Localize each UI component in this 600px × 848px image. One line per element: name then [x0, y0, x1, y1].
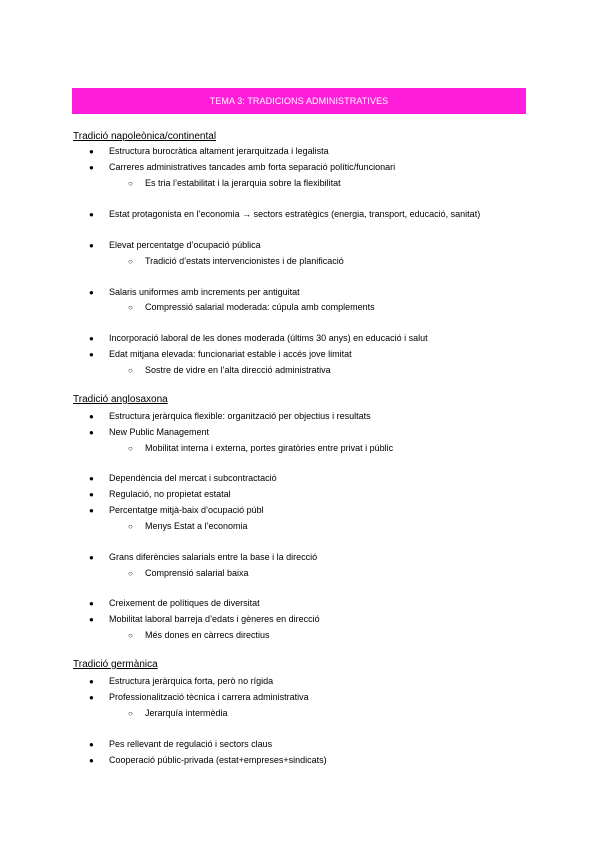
sub-bullet-icon: ○	[128, 569, 133, 578]
list-item: Cooperació públic-privada (estat+empreses+sindicats)	[109, 755, 327, 765]
sub-bullet-icon: ○	[128, 257, 133, 266]
sub-bullet-icon: ○	[128, 366, 133, 375]
bullet-icon: ●	[89, 241, 94, 250]
bullet-icon: ●	[89, 693, 94, 702]
bullet-icon: ●	[89, 740, 94, 749]
list-item: Regulació, no propietat estatal	[109, 489, 231, 499]
bullet-icon: ●	[89, 677, 94, 686]
bullet-icon: ●	[89, 599, 94, 608]
list-subitem: Més dones en càrrecs directius	[145, 630, 270, 640]
list-item: Estructura jeràrquica forta, però no rígida	[109, 676, 274, 686]
bullet-icon: ●	[89, 147, 94, 156]
bullet-icon: ●	[89, 756, 94, 765]
list-subitem: Tradició d’estats intervencionistes i de planificació	[145, 256, 344, 266]
list-item: New Public Management	[109, 427, 210, 437]
bullet-icon: ●	[89, 615, 94, 624]
bullet-icon: ●	[89, 474, 94, 483]
sub-bullet-icon: ○	[128, 709, 133, 718]
list-subitem: Es tria l’estabilitat i la jerarquia sobre la flexibilitat	[145, 178, 341, 188]
bullet-icon: ●	[89, 210, 94, 219]
list-subitem: Comprensió salarial baixa	[145, 568, 249, 578]
bullet-icon: ●	[89, 553, 94, 562]
sub-bullet-icon: ○	[128, 631, 133, 640]
bullet-icon: ●	[89, 490, 94, 499]
list-item: Salaris uniformes amb increments per antiguitat	[109, 287, 300, 297]
list-item: Dependència del mercat i subcontractació	[109, 473, 277, 483]
title-banner	[72, 88, 526, 114]
list-item: Edat mitjana elevada: funcionariat estable i accés jove limitat	[109, 349, 352, 359]
sub-bullet-icon: ○	[128, 444, 133, 453]
list-subitem: Menys Estat a l’economia	[145, 521, 248, 531]
list-item: Mobilitat laboral barreja d’edats i gèneres en direcció	[109, 614, 320, 624]
list-item: Pes rellevant de regulació i sectors claus	[109, 739, 273, 749]
list-subitem: Sostre de vidre en l’alta direcció administrativa	[145, 365, 331, 375]
section-heading-anglosaxon: Tradició anglosaxona	[73, 394, 168, 405]
list-item: Estructura jeràrquica flexible: organització per objectius i resultats	[109, 411, 371, 421]
section-heading-germanic: Tradició germànica	[73, 659, 158, 670]
list-subitem: Compressió salarial moderada: cúpula amb complements	[145, 302, 375, 312]
sub-bullet-icon: ○	[128, 522, 133, 531]
section-heading-napoleonic: Tradició napoleònica/continental	[73, 131, 217, 142]
list-item: Elevat percentatge d’ocupació pública	[109, 240, 261, 250]
document-title: TEMA 3: TRADICIONS ADMINISTRATIVES	[209, 96, 389, 106]
sub-bullet-icon: ○	[128, 303, 133, 312]
bullet-icon: ●	[89, 506, 94, 515]
bullet-icon: ●	[89, 412, 94, 421]
list-item: Percentatge mitjà-baix d’ocupació públ	[109, 505, 264, 515]
list-item: Professionalització tècnica i carrera administrativa	[109, 692, 309, 702]
list-item: Estructura burocràtica altament jerarquitzada i legalista	[109, 146, 329, 156]
bullet-icon: ●	[89, 350, 94, 359]
list-subitem: Mobilitat interna i externa, portes giratòries entre privat i públic	[145, 443, 394, 453]
list-subitem: Jerarquía intermèdia	[145, 708, 228, 718]
bullet-icon: ●	[89, 163, 94, 172]
list-item: Incorporació laboral de les dones moderada (últims 30 anys) en educació i salut	[109, 333, 428, 343]
list-item: Creixement de polítiques de diversitat	[109, 598, 260, 608]
sub-bullet-icon: ○	[128, 179, 133, 188]
bullet-icon: ●	[89, 288, 94, 297]
list-item: Grans diferències salarials entre la base i la direcció	[109, 552, 318, 562]
list-item: Carreres administratives tancades amb forta separació polític/funcionari	[109, 162, 396, 172]
bullet-icon: ●	[89, 334, 94, 343]
list-item: Estat protagonista en l’economia → sectors estratègics (energia, transport, educació, sanitat)	[109, 209, 481, 219]
bullet-icon: ●	[89, 428, 94, 437]
